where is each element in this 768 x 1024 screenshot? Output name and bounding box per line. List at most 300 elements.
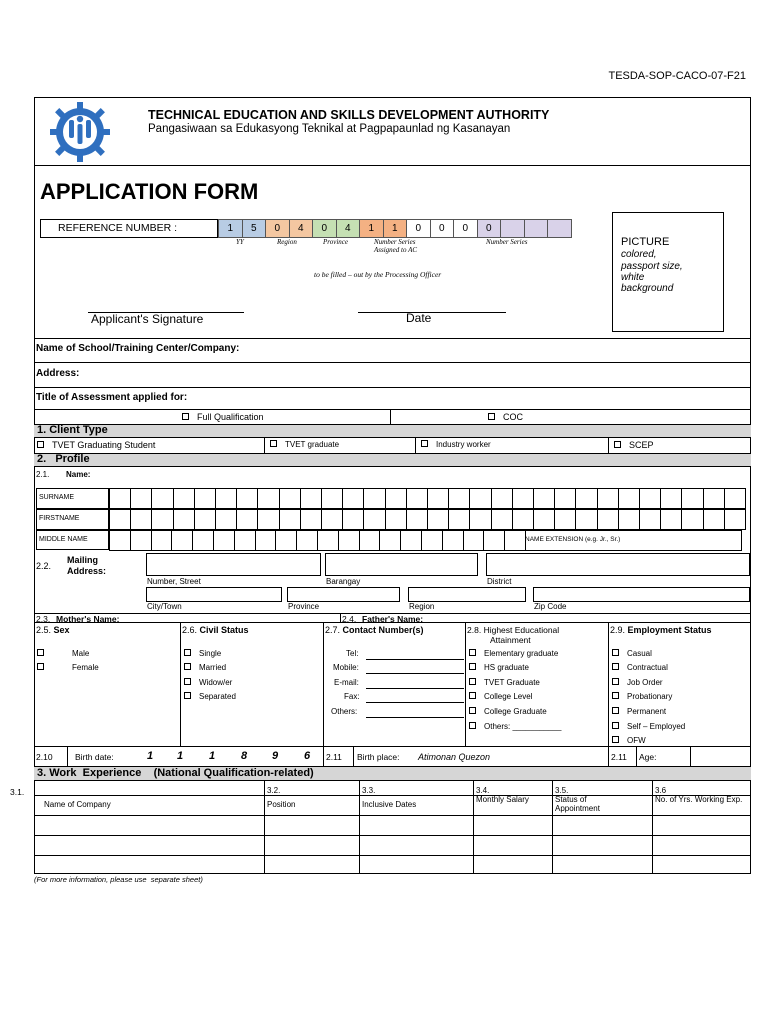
contact-mobile-input[interactable] [366, 673, 464, 674]
civil-widow[interactable] [184, 678, 232, 687]
name-letter-cell[interactable] [463, 530, 485, 551]
ref-note: to be filled – out by the Processing Officer [314, 270, 442, 279]
name-letter-cell[interactable] [363, 509, 385, 530]
name-letter-cell[interactable] [448, 509, 470, 530]
name-letter-cell[interactable] [342, 488, 364, 509]
work-heading: 3. Work Experience (National Qualification-related) [37, 767, 314, 779]
name-letter-cell[interactable] [504, 530, 526, 551]
name-letter-cell[interactable] [406, 509, 428, 530]
city-caption: City/Town [147, 602, 182, 611]
name-letter-cell[interactable] [618, 509, 640, 530]
name-letter-cell[interactable] [130, 488, 152, 509]
form-code: TESDA-SOP-CACO-07-F21 [608, 70, 746, 82]
option-label: Single [199, 649, 222, 658]
address-label[interactable]: Address: [36, 368, 80, 379]
emp-probationary[interactable] [612, 692, 672, 701]
name-letter-cell[interactable] [215, 488, 237, 509]
zip-caption: Zip Code [534, 602, 567, 611]
option-label: HS graduate [484, 663, 529, 672]
name-label: Name: [66, 470, 91, 479]
divider [180, 622, 181, 746]
work-col-position-num: 3.2. [267, 786, 281, 795]
work-col-company: Name of Company [44, 800, 111, 809]
name-letter-cell[interactable] [109, 530, 131, 551]
contact-heading [325, 625, 424, 635]
name-letter-cell[interactable] [300, 488, 322, 509]
divider [264, 781, 265, 874]
name-letter-cell[interactable] [173, 509, 195, 530]
divider [652, 781, 653, 874]
work-col-years: No. of Yrs. Working Exp. [655, 795, 743, 804]
ref-caption-number-series-ac: Number Series [374, 238, 416, 246]
reference-digit-cell[interactable]: 0 [406, 219, 431, 238]
zip-input[interactable] [533, 587, 750, 602]
name-letter-cell[interactable] [255, 530, 277, 551]
reference-digit-cell[interactable]: 4 [289, 219, 314, 238]
barangay-input[interactable] [325, 553, 478, 576]
picture-line2: passport size, [621, 261, 683, 272]
father-num: 2.4. [342, 614, 357, 624]
name-letter-cell[interactable] [379, 530, 401, 551]
name-letter-cell[interactable] [421, 530, 443, 551]
emp-contractual[interactable] [612, 663, 668, 672]
divider [34, 835, 751, 836]
option-label: Contractual [627, 663, 668, 672]
work-col-years-num: 3.6 [655, 786, 667, 795]
checkbox-icon [421, 440, 428, 447]
name-letter-cell[interactable] [234, 530, 256, 551]
city-input[interactable] [146, 587, 282, 602]
divider [353, 746, 354, 766]
name-letter-cell[interactable] [575, 488, 597, 509]
assessment-coc[interactable] [488, 412, 523, 422]
name-letter-cell[interactable] [618, 488, 640, 509]
checkbox-icon [612, 663, 619, 670]
option-label: TVET Graduating Student [52, 440, 156, 450]
province-caption: Province [288, 602, 320, 611]
name-letter-cell[interactable] [575, 509, 597, 530]
reference-digit-cell[interactable] [500, 219, 525, 238]
checkbox-icon [469, 649, 476, 656]
emp-casual[interactable] [612, 649, 652, 658]
street-caption: Number, Street [147, 577, 201, 586]
name-letter-cell[interactable] [483, 530, 505, 551]
option-label: Elementary graduate [484, 649, 559, 658]
emp-label: Employment Status [627, 625, 712, 635]
checkbox-icon [184, 692, 191, 699]
option-label: Permanent [627, 707, 667, 716]
emp-permanent[interactable] [612, 707, 666, 716]
divider [67, 746, 68, 766]
client-type-tvet-graduating[interactable] [37, 440, 155, 450]
checkbox-icon [469, 663, 476, 670]
contact-fax-label: Fax: [344, 692, 360, 701]
option-label: Probationary [627, 692, 673, 701]
sex-male[interactable] [37, 649, 89, 658]
option-label: Self – Employed [627, 722, 686, 731]
checkbox-icon [37, 663, 44, 670]
name-letter-cell[interactable] [342, 509, 364, 530]
option-label: TVET graduate [285, 440, 340, 449]
divider [34, 622, 751, 623]
divider [34, 746, 751, 747]
emp-job-order[interactable] [612, 678, 663, 687]
name-letter-cell[interactable] [171, 530, 193, 551]
divider [264, 438, 265, 453]
work-col-status: Status of Appointment [555, 795, 600, 813]
name-letter-cell[interactable] [491, 488, 513, 509]
contact-others-input[interactable] [366, 717, 464, 718]
assessment-full-qualification[interactable] [182, 412, 264, 422]
civil-num: 2.6. [182, 625, 198, 635]
org-subtitle: Pangasiwaan sa Edukasyong Teknikal at Pagpapaunlad ng Kasanayan [148, 123, 511, 135]
province-input[interactable] [287, 587, 400, 602]
checkbox-icon [469, 678, 476, 685]
checkbox-icon [612, 692, 619, 699]
name-letter-cell[interactable] [359, 530, 381, 551]
name-letter-cell[interactable] [317, 530, 339, 551]
checkbox-icon [37, 649, 44, 656]
option-label: COC [503, 412, 523, 422]
edu-num: 2.8. [467, 625, 482, 635]
checkbox-icon [270, 440, 277, 447]
work-table [34, 781, 751, 874]
birthdate-digit-4[interactable]: 8 [241, 750, 248, 762]
picture-line4: background [621, 283, 674, 294]
checkbox-icon [612, 722, 619, 729]
profile-heading: 2. Profile [37, 453, 90, 465]
street-input[interactable] [146, 553, 321, 576]
option-label: Female [72, 663, 99, 672]
civil-separated[interactable] [184, 692, 236, 701]
name-letter-cell[interactable] [300, 509, 322, 530]
name-letter-cell[interactable] [639, 488, 661, 509]
checkbox-icon [612, 678, 619, 685]
sex-heading [36, 625, 70, 635]
edu-heading [467, 625, 559, 635]
name-letter-cell[interactable] [406, 488, 428, 509]
name-letter-cell[interactable] [660, 488, 682, 509]
name-letter-cell[interactable] [385, 509, 407, 530]
checkbox-icon [612, 707, 619, 714]
name-letter-cell[interactable] [236, 509, 258, 530]
name-letter-cell[interactable] [597, 509, 619, 530]
option-label: OFW [627, 736, 646, 745]
work-col-salary: Monthly Salary [476, 795, 529, 804]
header-divider [34, 165, 751, 166]
checkbox-icon [488, 413, 495, 420]
client-type-heading: 1. Client Type [37, 424, 108, 436]
name-letter-cell[interactable] [703, 488, 725, 509]
reference-digit-cell[interactable]: 0 [477, 219, 502, 238]
option-label: Married [199, 663, 227, 672]
edu-others[interactable] [469, 722, 561, 731]
reference-digit-cell[interactable]: 1 [383, 219, 408, 238]
ref-caption-region: Region [277, 238, 297, 246]
mailing-label-1: Mailing [67, 555, 98, 565]
name-letter-cell[interactable] [491, 509, 513, 530]
birthdate-num: 2.10 [36, 752, 53, 762]
tesda-logo [40, 100, 120, 164]
picture-line1: colored, [621, 249, 657, 260]
work-col-dates-num: 3.3. [362, 786, 376, 795]
name-letter-cell[interactable] [275, 530, 297, 551]
birthdate-digit-5[interactable]: 9 [272, 750, 279, 762]
birthdate-digit-6[interactable]: 6 [304, 750, 311, 762]
name-letter-cell[interactable] [554, 488, 576, 509]
firstname-label: FIRSTNAME [39, 515, 80, 522]
option-label: Others: ___________ [484, 722, 562, 731]
father-name-label[interactable]: Father's Name: [362, 614, 424, 624]
divider [359, 781, 360, 874]
client-type-scep[interactable] [614, 440, 654, 450]
name-letter-cell[interactable] [109, 509, 131, 530]
divider [34, 362, 751, 363]
date-line[interactable] [358, 312, 506, 313]
name-letter-cell[interactable] [681, 509, 703, 530]
checkbox-icon [184, 649, 191, 656]
picture-title: PICTURE [621, 236, 670, 248]
birthplace-num: 2.11 [326, 752, 342, 762]
name-letter-cell[interactable] [151, 488, 173, 509]
divider [34, 815, 751, 816]
name-letter-cell[interactable] [703, 509, 725, 530]
picture-line3: white [621, 272, 645, 283]
contact-tel-input[interactable] [366, 659, 464, 660]
checkbox-icon [612, 736, 619, 743]
name-letter-cell[interactable] [660, 509, 682, 530]
reference-digit-cell[interactable] [524, 219, 549, 238]
contact-email-input[interactable] [366, 688, 464, 689]
emp-num: 2.9. [610, 625, 626, 635]
divider [323, 746, 324, 766]
name-letter-cell[interactable] [533, 509, 555, 530]
divider [636, 746, 637, 766]
civil-heading [182, 625, 249, 635]
edu-college-graduate[interactable] [469, 707, 547, 716]
name-letter-cell[interactable] [442, 530, 464, 551]
reference-digit-cell[interactable]: 0 [453, 219, 478, 238]
name-letter-cell[interactable] [194, 509, 216, 530]
civil-single[interactable] [184, 649, 221, 658]
reference-digit-cell[interactable]: 4 [336, 219, 361, 238]
work-col-position: Position [267, 800, 296, 809]
name-letter-cell[interactable] [554, 509, 576, 530]
reference-digit-cell[interactable] [547, 219, 572, 238]
middlename-label: MIDDLE NAME [39, 536, 88, 543]
civil-married[interactable] [184, 663, 226, 672]
emp-heading [610, 625, 712, 635]
name-letter-cell[interactable] [639, 509, 661, 530]
edu-college-level[interactable] [469, 692, 532, 701]
client-type-industry-worker[interactable] [421, 440, 491, 449]
checkbox-icon [184, 678, 191, 685]
ref-caption-yy: YY [236, 238, 244, 246]
name-letter-cell[interactable] [363, 488, 385, 509]
profile-header [34, 453, 751, 467]
name-letter-cell[interactable] [533, 488, 555, 509]
contact-num: 2.7. [325, 625, 341, 635]
work-col-salary-num: 3.4. [476, 786, 490, 795]
name-letter-cell[interactable] [338, 530, 360, 551]
contact-fax-input[interactable] [366, 702, 464, 703]
name-letter-cell[interactable] [724, 509, 746, 530]
contact-email-label: E-mail: [334, 678, 359, 687]
checkbox-icon [469, 707, 476, 714]
sex-female[interactable] [37, 663, 99, 672]
divider [465, 622, 466, 746]
name-letter-cell[interactable] [385, 488, 407, 509]
edu-label-1: Highest Educational [483, 625, 560, 635]
reference-digit-cell[interactable]: 0 [312, 219, 337, 238]
name-letter-cell[interactable] [296, 530, 318, 551]
divider [608, 438, 609, 453]
name-letter-cell[interactable] [469, 488, 491, 509]
divider [34, 338, 751, 339]
contact-label: Contact Number(s) [342, 625, 424, 635]
contact-tel-label: Tel: [346, 649, 359, 658]
work-col-dates: Inclusive Dates [362, 800, 417, 809]
mailing-num: 2.2. [36, 561, 52, 571]
contact-mobile-label: Mobile: [333, 663, 359, 672]
name-letter-cell[interactable] [173, 488, 195, 509]
checkbox-icon [612, 649, 619, 656]
name-letter-cell[interactable] [681, 488, 703, 509]
birthplace-value[interactable]: Atimonan Quezon [418, 752, 491, 762]
reference-digit-cell[interactable]: 0 [430, 219, 455, 238]
name-letter-cell[interactable] [215, 509, 237, 530]
name-letter-cell[interactable] [321, 509, 343, 530]
birthdate-digit-1[interactable]: 1 [147, 750, 154, 762]
divider [390, 409, 391, 424]
reference-label: REFERENCE NUMBER : [58, 222, 178, 234]
edu-hs[interactable] [469, 663, 529, 672]
birthdate-digit-2[interactable]: 1 [177, 750, 184, 762]
client-type-header [34, 424, 751, 438]
name-num: 2.1. [36, 470, 50, 479]
name-extension-label: NAME EXTENSION (e.g. Jr., Sr.) [525, 536, 621, 543]
checkbox-icon [614, 441, 621, 448]
reference-digit-cell[interactable]: 5 [242, 219, 267, 238]
sex-num: 2.5. [36, 625, 52, 635]
name-letter-cell[interactable] [469, 509, 491, 530]
assessment-label: Title of Assessment applied for: [36, 392, 188, 403]
name-letter-cell[interactable] [194, 488, 216, 509]
checkbox-icon [182, 413, 189, 420]
name-letter-cell[interactable] [130, 530, 152, 551]
emp-ofw[interactable] [612, 736, 646, 745]
divider [415, 438, 416, 453]
divider [34, 855, 751, 856]
name-letter-cell[interactable] [400, 530, 422, 551]
option-label: Separated [199, 692, 236, 701]
birthdate-digit-3[interactable]: 1 [209, 750, 216, 762]
name-letter-cell[interactable] [257, 488, 279, 509]
option-label: Male [72, 649, 90, 658]
checkbox-icon [469, 722, 476, 729]
age-label[interactable]: Age: [639, 752, 657, 762]
reference-digit-cell[interactable]: 1 [218, 219, 243, 238]
name-letter-cell[interactable] [427, 509, 449, 530]
divider [34, 387, 751, 388]
name-letter-cell[interactable] [427, 488, 449, 509]
option-label: SCEP [629, 440, 654, 450]
edu-tvet[interactable] [469, 678, 540, 687]
divider [323, 622, 324, 746]
reference-digit-cell[interactable]: 0 [265, 219, 290, 238]
option-label: College Graduate [484, 707, 547, 716]
region-input[interactable] [408, 587, 526, 602]
form-title: APPLICATION FORM [40, 179, 259, 204]
org-name: TECHNICAL EDUCATION AND SKILLS DEVELOPMENT AUTHORITY [148, 108, 550, 122]
name-letter-cell[interactable] [512, 509, 534, 530]
name-letter-cell[interactable] [448, 488, 470, 509]
option-label: Full Qualification [197, 412, 264, 422]
birthdate-label: Birth date: [75, 752, 114, 762]
name-letter-cell[interactable] [151, 509, 173, 530]
work-footnote: (For more information, please use separate sheet) [34, 875, 203, 884]
barangay-caption: Barangay [326, 577, 361, 586]
name-letter-cell[interactable] [130, 509, 152, 530]
divider [34, 409, 751, 410]
date-label: Date [406, 311, 432, 325]
reference-digit-cell[interactable]: 1 [359, 219, 384, 238]
name-letter-cell[interactable] [724, 488, 746, 509]
school-label[interactable]: Name of School/Training Center/Company: [36, 343, 240, 354]
mailing-label-2: Address: [67, 566, 107, 576]
sex-label: Sex [53, 625, 70, 635]
birthplace-label: Birth place: [357, 752, 400, 762]
district-input[interactable] [486, 553, 750, 576]
edu-elementary[interactable] [469, 649, 558, 658]
option-label: Industry worker [436, 440, 491, 449]
name-letter-cell[interactable] [236, 488, 258, 509]
name-letter-cell[interactable] [279, 509, 301, 530]
divider [473, 781, 474, 874]
name-letter-cell[interactable] [321, 488, 343, 509]
work-side-num: 3.1. [10, 787, 25, 797]
ref-caption-assigned-ac: Assigned to AC [374, 246, 418, 254]
name-letter-cell[interactable] [512, 488, 534, 509]
mother-name-label[interactable]: Mother's Name: [56, 614, 120, 624]
ref-caption-province: Province [323, 238, 349, 246]
emp-self-employed[interactable] [612, 722, 685, 731]
name-letter-cell[interactable] [192, 530, 214, 551]
divider [608, 622, 609, 746]
name-letter-cell[interactable] [109, 488, 131, 509]
civil-label: Civil Status [199, 625, 249, 635]
name-letter-cell[interactable] [597, 488, 619, 509]
name-letter-cell[interactable] [151, 530, 173, 551]
work-col-status-num: 3.5. [555, 786, 569, 795]
divider [608, 746, 609, 766]
client-type-tvet-graduate[interactable] [270, 440, 339, 449]
divider [690, 746, 691, 766]
signature-label: Applicant's Signature [91, 312, 204, 326]
mother-num: 2.3. [36, 614, 51, 624]
district-caption: District [487, 577, 512, 586]
contact-others-label: Others: [331, 707, 358, 716]
surname-label: SURNAME [39, 494, 75, 501]
name-letter-cell[interactable] [213, 530, 235, 551]
name-letter-cell[interactable] [279, 488, 301, 509]
name-letter-cell[interactable] [257, 509, 279, 530]
option-label: Job Order [627, 678, 663, 687]
option-label: Widow/er [199, 678, 233, 687]
option-label: Casual [627, 649, 652, 658]
ref-caption-number-series: Number Series [486, 238, 528, 246]
option-label: College Level [484, 692, 533, 701]
